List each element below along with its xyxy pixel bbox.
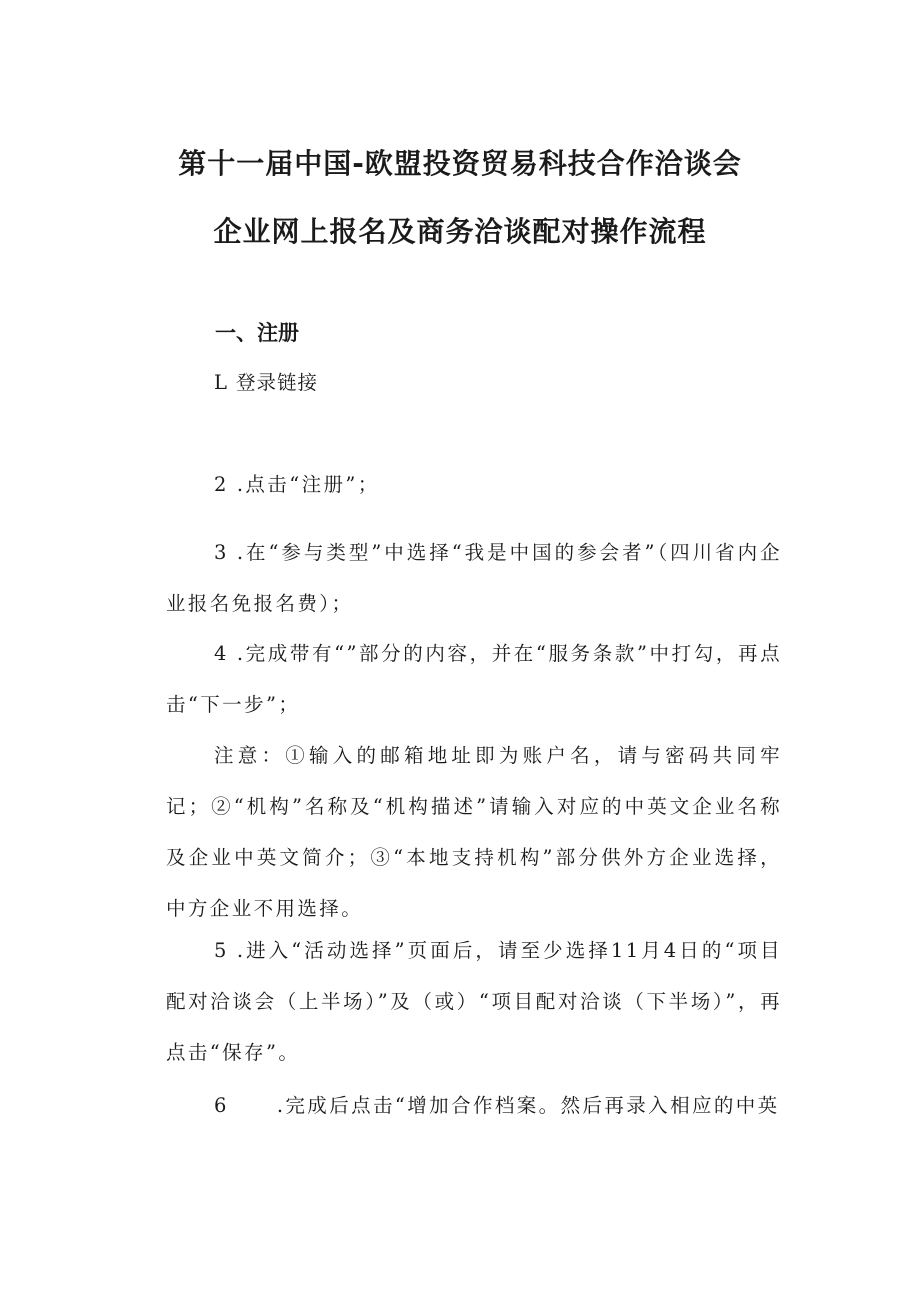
step-text: .完成带有“”部分的内容，并在“服务条款”中打勾，再点击“下一步”；: [166, 642, 782, 716]
step-number: 5: [214, 939, 229, 962]
section-heading: 一、注册: [215, 321, 299, 345]
note-text: 注意：①输入的邮箱地址即为账户名，请与密码共同牢记；②“机构”名称及“机构描述”请输入对应的中英文企业名称及企业中英文简介；③“本地支持机构”部分供外方企业选择，中方企业不用选择。: [166, 744, 782, 920]
step-number: L: [214, 371, 228, 394]
step-text: .在“参与类型”中选择“我是中国的参会者”（四川省内企业报名免报名费）；: [166, 541, 782, 615]
step-1: [166, 357, 782, 408]
step-number: 3: [214, 541, 229, 564]
step-6: [166, 1080, 782, 1131]
step-4: [166, 628, 782, 730]
step-number: 4: [214, 642, 229, 665]
step-text: .完成后点击“增加合作档案。然后再录入相应的中英: [276, 1094, 780, 1117]
step-2: [166, 459, 782, 510]
document-title: 第十一届中国-欧盟投资贸易科技合作洽谈会: [178, 147, 742, 180]
document-subtitle: 企业网上报名及商务洽谈配对操作流程: [213, 215, 707, 248]
step-number: 2: [214, 473, 229, 496]
step-text: 登录链接: [235, 371, 318, 394]
note-paragraph: [166, 730, 782, 934]
step-text: .进入“活动选择”页面后，请至少选择11月4日的“项目配对洽谈会（上半场）”及（或）“项目配对洽谈（下半场）”，再点击“保存”。: [166, 939, 782, 1064]
step-5: [166, 925, 782, 1078]
step-3: [166, 527, 782, 629]
step-number: 6: [214, 1094, 229, 1117]
step-text: .点击“注册”；: [236, 473, 380, 496]
